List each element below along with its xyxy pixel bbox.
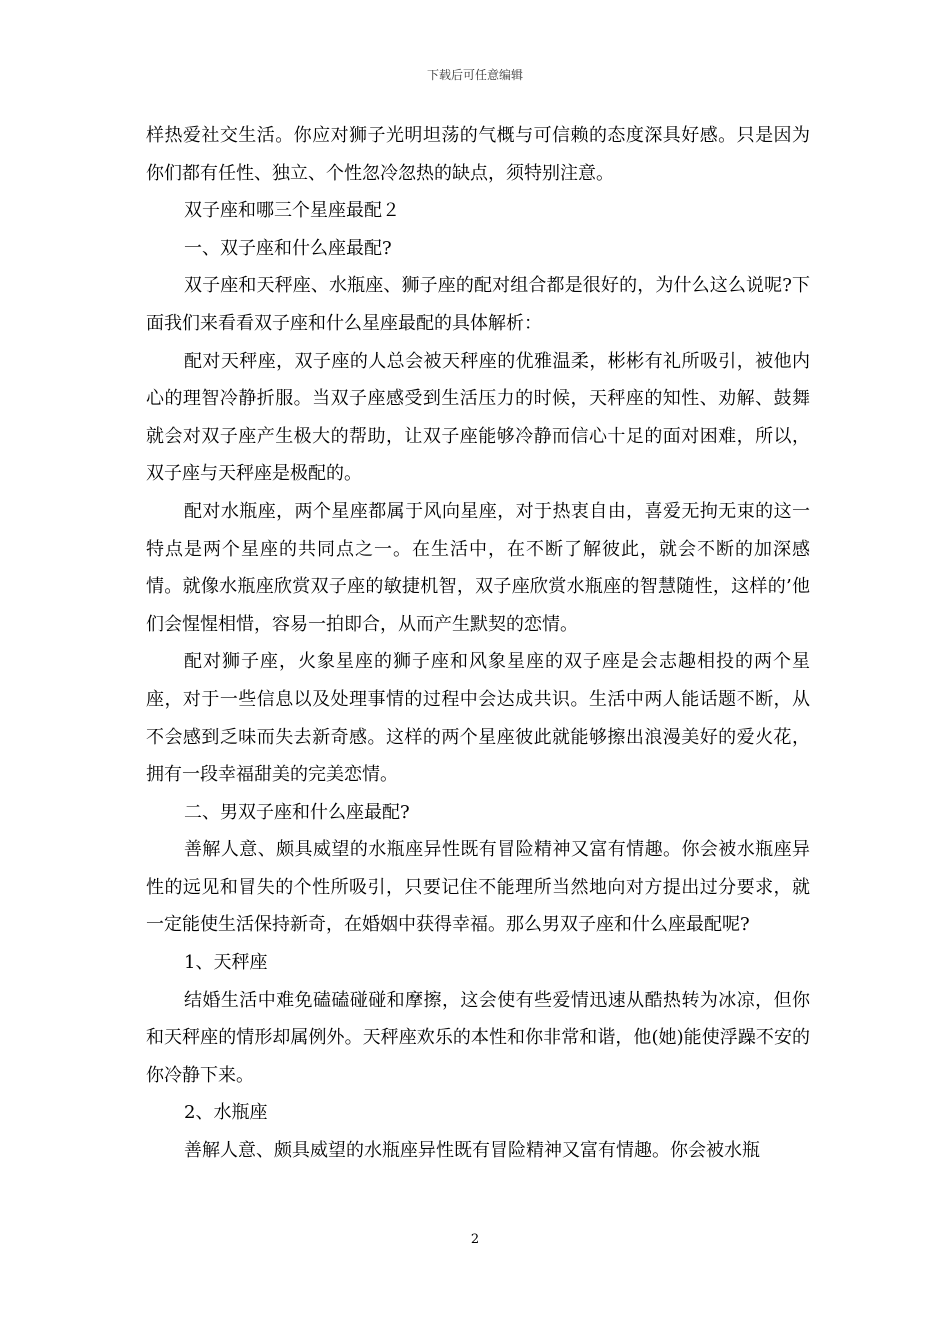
paragraph: 善解人意、颇具威望的水瓶座异性既有冒险精神又富有情趣。你会被水瓶 xyxy=(184,1140,760,1162)
paragraph: 样热爱社交生活。你应对狮子光明坦荡的气概与可信赖的态度深具好感。只是因为你们都有任性、独立、个性忽冷忽热的缺点，须特别注意。 xyxy=(146,125,810,184)
page-header: 下载后可任意编辑 xyxy=(426,68,523,82)
section-heading: 二、男双子座和什么座最配? xyxy=(184,801,410,823)
section-heading: 双子座和哪三个星座最配２ xyxy=(184,200,400,222)
paragraph: 配对狮子座，火象星座的狮子座和风象星座的双子座是会志趣相投的两个星座，对于一些信息以及处理事情的过程中会达成共识。生活中两人能话题不断，从不会感到乏味而失去新奇感。这样的两个星座彼此就能够擦出浪漫美好的爱火花，拥有一段幸福甜美的完美恋情。 xyxy=(146,651,810,786)
paragraph: 双子座和天秤座、水瓶座、狮子座的配对组合都是很好的，为什么这么说呢?下面我们来看看双子座和什么星座最配的具体解析： xyxy=(146,275,810,334)
paragraph: 配对水瓶座，两个星座都属于风向星座，对于热衷自由，喜爱无拘无束的这一特点是两个星座的共同点之一。在生活中，在不断了解彼此，就会不断的加深感情。就像水瓶座欣赏双子座的敏捷机智，双子座欣赏水瓶座的智慧随性，这样的’他们会惺惺相惜，容易一拍即合，从而产生默契的恋情。 xyxy=(146,500,810,635)
body-text xyxy=(146,117,810,1170)
list-heading: 1、天秤座 xyxy=(184,952,268,974)
section-heading: 一、双子座和什么座最配? xyxy=(184,237,392,259)
paragraph: 配对天秤座，双子座的人总会被天秤座的优雅温柔，彬彬有礼所吸引，被他内心的理智冷静折服。当双子座感受到生活压力的时候，天秤座的知性、劝解、鼓舞就会对双子座产生极大的帮助，让双子座能够冷静而信心十足的面对困难，所以，双子座与天秤座是极配的。 xyxy=(146,350,810,485)
paragraph: 结婚生活中难免磕磕碰碰和摩擦，这会使有些爱情迅速从酷热转为冰凉，但你和天秤座的情形却属例外。天秤座欢乐的本性和你非常和谐，他(她)能使浮躁不安的你冷静下来。 xyxy=(146,989,810,1086)
page-number: 2 xyxy=(470,1232,480,1247)
list-heading: 2、水瓶座 xyxy=(184,1102,268,1124)
paragraph: 善解人意、颇具威望的水瓶座异性既有冒险精神又富有情趣。你会被水瓶座异性的远见和冒失的个性所吸引，只要记住不能理所当然地向对方提出过分要求，就一定能使生活保持新奇，在婚姻中获得幸福。那么男双子座和什么座最配呢? xyxy=(146,839,810,936)
